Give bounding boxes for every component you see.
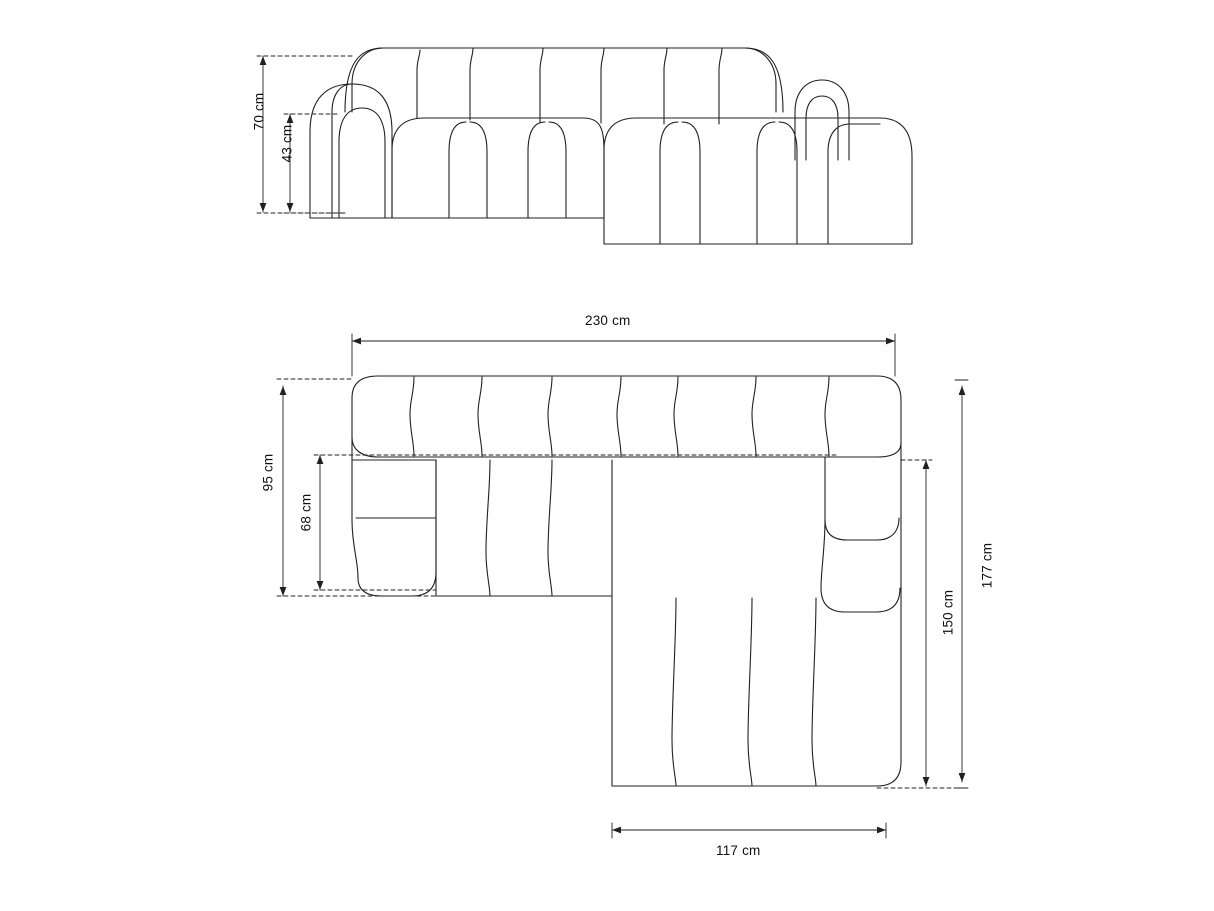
- dimension-label-plan-total-width: 230 cm: [585, 313, 631, 328]
- dimension-label-plan-back-depth: 95 cm: [260, 453, 276, 492]
- dimension-label-front-total-height: 70 cm: [251, 92, 267, 131]
- dimension-label-plan-chaise-width: 117 cm: [716, 843, 761, 858]
- front-elevation-drawing: [257, 48, 912, 244]
- dimension-label-front-seat-height: 43 cm: [279, 124, 295, 163]
- dimension-label-plan-seat-depth: 68 cm: [298, 493, 314, 532]
- top-plan-drawing: [277, 334, 968, 838]
- dimension-label-plan-chaise-depth: 150 cm: [940, 589, 956, 636]
- dimension-label-plan-total-depth: 177 cm: [979, 542, 995, 589]
